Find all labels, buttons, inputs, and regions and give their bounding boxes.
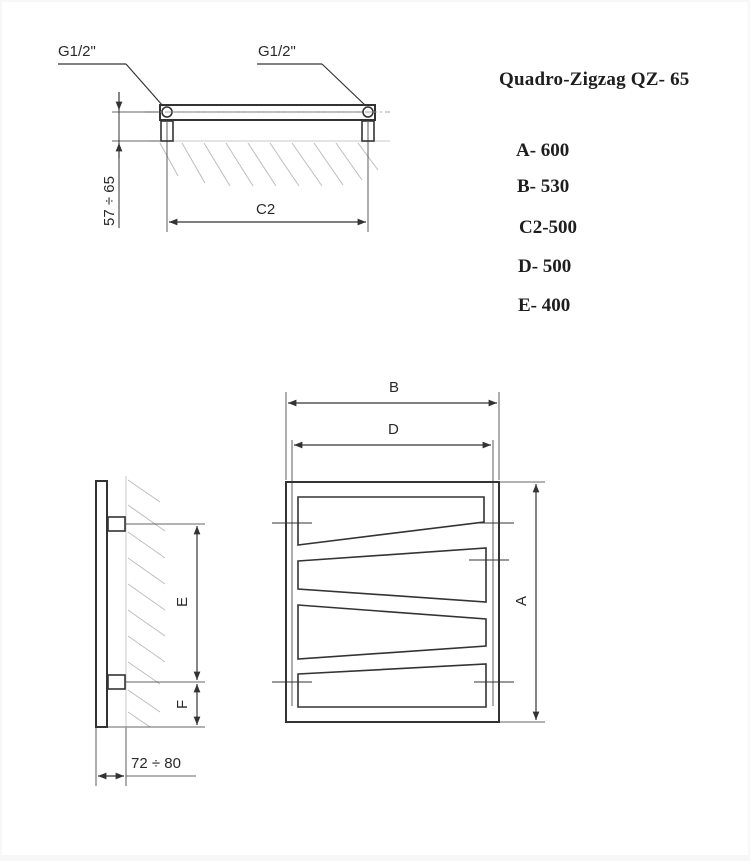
spec-b: B- 530 xyxy=(517,176,570,197)
side-bracket-bottom xyxy=(108,675,125,689)
wall-hatch-side xyxy=(126,476,165,728)
b-label: B xyxy=(389,379,400,396)
wall-hatch-top xyxy=(150,141,390,186)
a-label: A xyxy=(513,595,530,606)
connection-right-label: G1/2" xyxy=(258,43,296,60)
spec-c2: C2-500 xyxy=(519,217,578,238)
d-label: D xyxy=(388,421,399,438)
c2-label: C2 xyxy=(256,201,276,218)
front-view xyxy=(272,392,545,722)
connection-left-label: G1/2" xyxy=(58,43,96,60)
side-bracket-top xyxy=(108,517,125,531)
radiator-frame xyxy=(286,482,499,722)
e-label: E xyxy=(174,596,191,607)
spec-e: E- 400 xyxy=(518,295,571,316)
radiator-side-profile xyxy=(96,481,107,727)
wall-distance-label: 57 ÷ 65 xyxy=(101,176,118,226)
side-view xyxy=(96,476,205,786)
depth-label: 72 ÷ 80 xyxy=(131,755,181,772)
model-title: Quadro-Zigzag QZ- 65 xyxy=(499,69,690,90)
spec-d: D- 500 xyxy=(518,256,572,277)
spec-a: A- 600 xyxy=(516,140,570,161)
f-label: F xyxy=(174,699,191,709)
